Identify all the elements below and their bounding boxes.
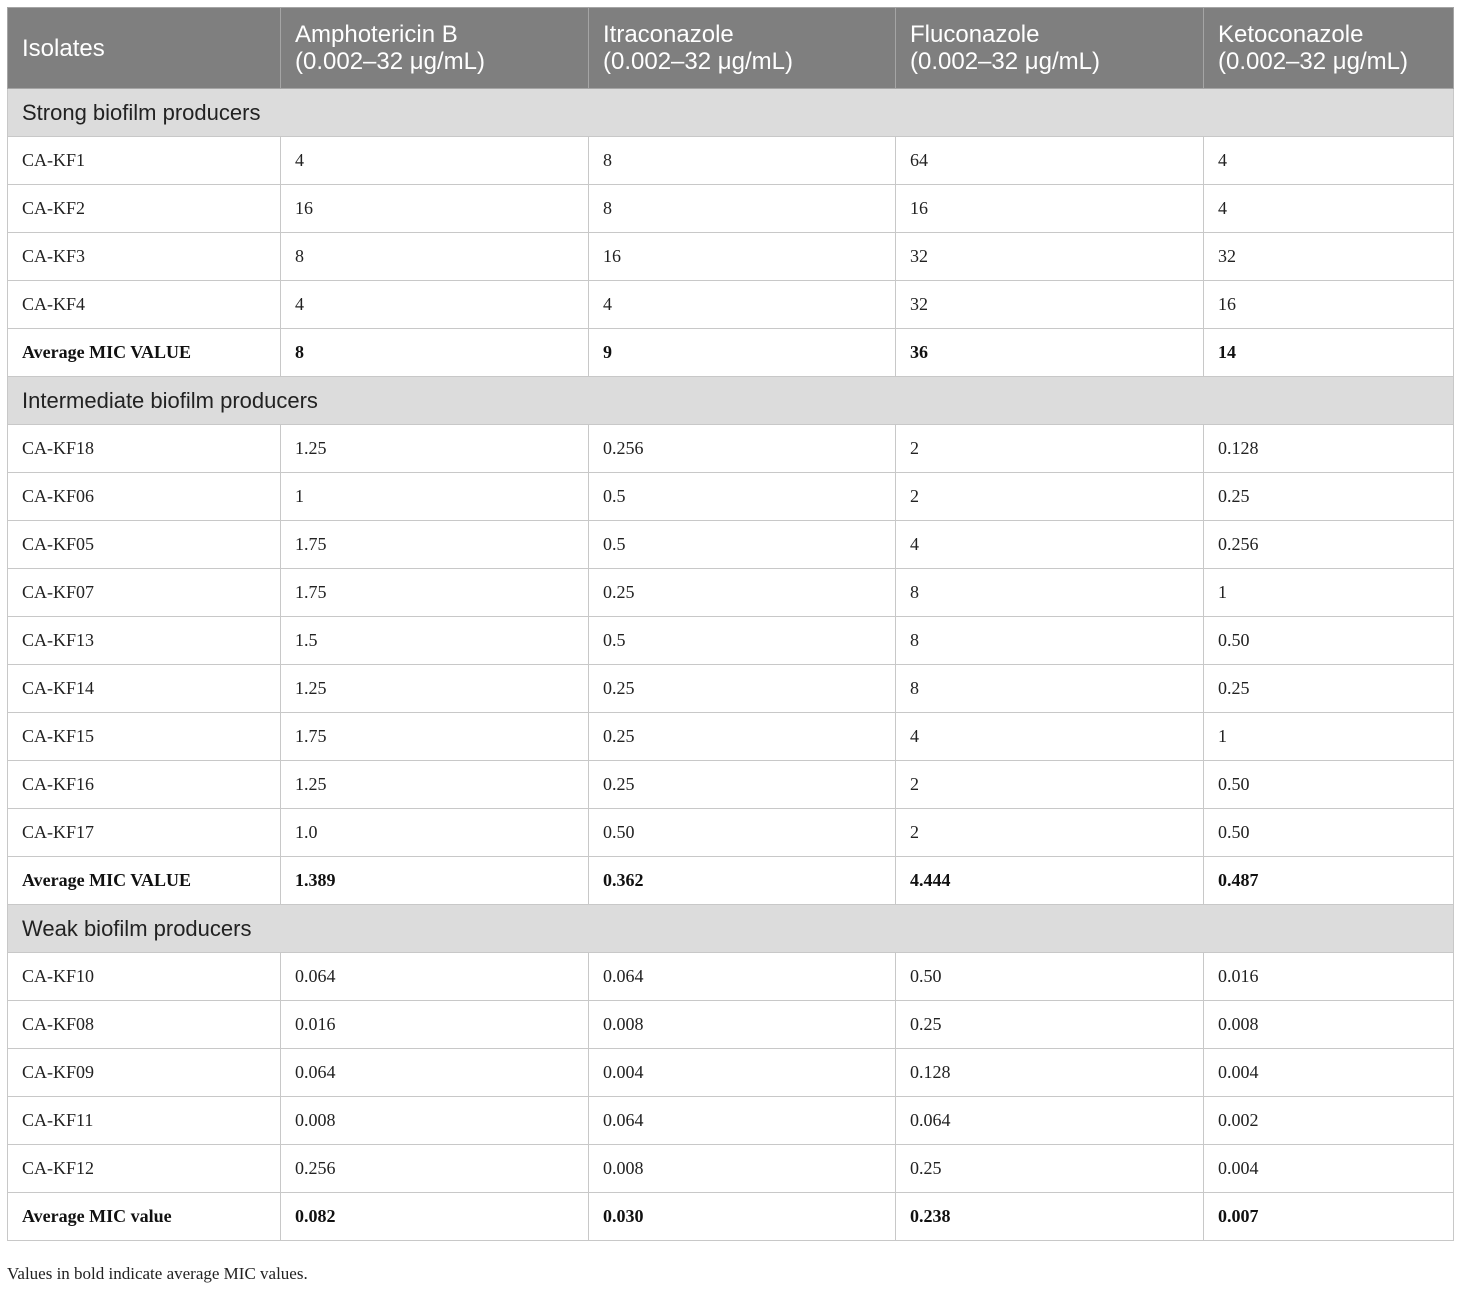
isolate-cell: CA-KF4 — [8, 281, 281, 329]
header-row — [8, 8, 1454, 89]
mic-value-cell: 0.002 — [1204, 1097, 1454, 1145]
average-label: Average MIC value — [8, 1193, 281, 1241]
mic-value-cell: 1.75 — [281, 521, 589, 569]
drug-range: (0.002–32 μg/mL) — [910, 48, 1100, 75]
mic-value-cell: 0.004 — [1204, 1049, 1454, 1097]
table-row — [8, 761, 1454, 809]
isolate-cell: CA-KF11 — [8, 1097, 281, 1145]
mic-value-cell: 0.25 — [896, 1001, 1204, 1049]
group-label: Weak biofilm producers — [8, 905, 1454, 953]
mic-value-cell: 0.256 — [589, 425, 896, 473]
average-value-cell: 4.444 — [896, 857, 1204, 905]
mic-value-cell: 0.50 — [589, 809, 896, 857]
isolate-cell: CA-KF16 — [8, 761, 281, 809]
mic-value-cell: 0.064 — [896, 1097, 1204, 1145]
header-amphotericin-b — [281, 8, 589, 89]
mic-value-cell: 1 — [1204, 713, 1454, 761]
mic-value-cell: 64 — [896, 137, 1204, 185]
table-row — [8, 473, 1454, 521]
mic-value-cell: 32 — [1204, 233, 1454, 281]
group-header-row — [8, 905, 1454, 953]
table-row — [8, 617, 1454, 665]
mic-value-cell: 0.064 — [281, 953, 589, 1001]
table-row — [8, 665, 1454, 713]
mic-value-cell: 0.004 — [589, 1049, 896, 1097]
mic-value-cell: 0.50 — [1204, 761, 1454, 809]
drug-name: Ketoconazole — [1218, 21, 1364, 48]
mic-value-cell: 0.25 — [896, 1145, 1204, 1193]
drug-range: (0.002–32 μg/mL) — [1218, 48, 1408, 75]
mic-value-cell: 8 — [281, 233, 589, 281]
mic-value-cell: 1.75 — [281, 569, 589, 617]
mic-value-cell: 1.25 — [281, 761, 589, 809]
mic-value-cell: 0.008 — [589, 1145, 896, 1193]
average-value-cell: 9 — [589, 329, 896, 377]
mic-value-cell: 4 — [896, 521, 1204, 569]
average-value-cell: 14 — [1204, 329, 1454, 377]
group-label: Intermediate biofilm producers — [8, 377, 1454, 425]
drug-name: Amphotericin B — [295, 21, 458, 48]
mic-value-cell: 16 — [589, 233, 896, 281]
mic-value-cell: 0.008 — [281, 1097, 589, 1145]
mic-value-cell: 1 — [281, 473, 589, 521]
mic-value-cell: 8 — [896, 617, 1204, 665]
mic-value-cell: 0.004 — [1204, 1145, 1454, 1193]
table-row — [8, 713, 1454, 761]
group-header-row — [8, 89, 1454, 137]
header-ketoconazole — [1204, 8, 1454, 89]
average-row — [8, 329, 1454, 377]
mic-value-cell: 32 — [896, 281, 1204, 329]
mic-value-cell: 2 — [896, 809, 1204, 857]
average-value-cell: 1.389 — [281, 857, 589, 905]
mic-value-cell: 0.50 — [896, 953, 1204, 1001]
average-value-cell: 0.030 — [589, 1193, 896, 1241]
table-row — [8, 809, 1454, 857]
table-row — [8, 1049, 1454, 1097]
isolate-cell: CA-KF1 — [8, 137, 281, 185]
mic-value-cell: 0.256 — [281, 1145, 589, 1193]
mic-value-cell: 0.256 — [1204, 521, 1454, 569]
average-value-cell: 0.362 — [589, 857, 896, 905]
header-isolates: Isolates — [8, 8, 281, 89]
average-row — [8, 1193, 1454, 1241]
mic-value-cell: 0.016 — [1204, 953, 1454, 1001]
table-row — [8, 185, 1454, 233]
mic-value-cell: 8 — [896, 569, 1204, 617]
mic-value-cell: 1.5 — [281, 617, 589, 665]
drug-range: (0.002–32 μg/mL) — [295, 48, 485, 75]
isolate-cell: CA-KF17 — [8, 809, 281, 857]
mic-value-cell: 0.25 — [589, 569, 896, 617]
header-itraconazole — [589, 8, 896, 89]
mic-value-cell: 1.25 — [281, 425, 589, 473]
average-value-cell: 0.487 — [1204, 857, 1454, 905]
mic-value-cell: 4 — [1204, 137, 1454, 185]
table-row — [8, 425, 1454, 473]
mic-value-cell: 0.25 — [589, 713, 896, 761]
table-row — [8, 137, 1454, 185]
average-label: Average MIC VALUE — [8, 329, 281, 377]
mic-value-cell: 0.25 — [1204, 473, 1454, 521]
table-row — [8, 233, 1454, 281]
isolate-cell: CA-KF2 — [8, 185, 281, 233]
mic-value-cell: 2 — [896, 425, 1204, 473]
mic-value-cell: 16 — [1204, 281, 1454, 329]
mic-value-cell: 0.064 — [589, 953, 896, 1001]
mic-value-cell: 16 — [281, 185, 589, 233]
mic-value-cell: 4 — [1204, 185, 1454, 233]
isolate-cell: CA-KF13 — [8, 617, 281, 665]
isolate-cell: CA-KF09 — [8, 1049, 281, 1097]
mic-table-container — [7, 7, 1453, 1241]
mic-value-cell: 1.75 — [281, 713, 589, 761]
group-header-row — [8, 377, 1454, 425]
mic-value-cell: 4 — [281, 137, 589, 185]
mic-value-cell: 0.128 — [896, 1049, 1204, 1097]
mic-value-cell: 0.064 — [589, 1097, 896, 1145]
mic-value-cell: 0.25 — [589, 665, 896, 713]
table-footnote: Values in bold indicate average MIC values. — [7, 1264, 308, 1283]
table-header — [8, 8, 1454, 89]
mic-value-cell: 0.50 — [1204, 617, 1454, 665]
mic-value-cell: 2 — [896, 761, 1204, 809]
isolate-cell: CA-KF06 — [8, 473, 281, 521]
table-row — [8, 953, 1454, 1001]
drug-name: Fluconazole — [910, 21, 1040, 48]
mic-value-cell: 1 — [1204, 569, 1454, 617]
isolate-cell: CA-KF14 — [8, 665, 281, 713]
mic-value-cell: 1.0 — [281, 809, 589, 857]
isolate-cell: CA-KF3 — [8, 233, 281, 281]
mic-value-cell: 0.50 — [1204, 809, 1454, 857]
isolate-cell: CA-KF12 — [8, 1145, 281, 1193]
mic-table — [7, 7, 1454, 1241]
drug-range: (0.002–32 μg/mL) — [603, 48, 793, 75]
table-row — [8, 569, 1454, 617]
mic-value-cell: 0.064 — [281, 1049, 589, 1097]
average-value-cell: 36 — [896, 329, 1204, 377]
header-fluconazole — [896, 8, 1204, 89]
isolate-cell: CA-KF05 — [8, 521, 281, 569]
table-row — [8, 1001, 1454, 1049]
drug-name: Itraconazole — [603, 21, 734, 48]
table-row — [8, 1145, 1454, 1193]
mic-value-cell: 8 — [896, 665, 1204, 713]
mic-value-cell: 0.5 — [589, 617, 896, 665]
average-value-cell: 0.238 — [896, 1193, 1204, 1241]
mic-value-cell: 8 — [589, 185, 896, 233]
mic-value-cell: 0.016 — [281, 1001, 589, 1049]
mic-value-cell: 8 — [589, 137, 896, 185]
group-label: Strong biofilm producers — [8, 89, 1454, 137]
mic-value-cell: 0.5 — [589, 521, 896, 569]
isolate-cell: CA-KF18 — [8, 425, 281, 473]
table-body — [8, 89, 1454, 1241]
table-row — [8, 281, 1454, 329]
mic-value-cell: 4 — [281, 281, 589, 329]
table-row — [8, 1097, 1454, 1145]
mic-value-cell: 0.128 — [1204, 425, 1454, 473]
average-row — [8, 857, 1454, 905]
mic-value-cell: 1.25 — [281, 665, 589, 713]
isolate-cell: CA-KF15 — [8, 713, 281, 761]
mic-value-cell: 0.008 — [1204, 1001, 1454, 1049]
mic-value-cell: 16 — [896, 185, 1204, 233]
average-value-cell: 0.007 — [1204, 1193, 1454, 1241]
mic-value-cell: 4 — [896, 713, 1204, 761]
isolate-cell: CA-KF08 — [8, 1001, 281, 1049]
mic-value-cell: 0.008 — [589, 1001, 896, 1049]
average-value-cell: 8 — [281, 329, 589, 377]
table-row — [8, 521, 1454, 569]
average-value-cell: 0.082 — [281, 1193, 589, 1241]
isolate-cell: CA-KF07 — [8, 569, 281, 617]
mic-value-cell: 32 — [896, 233, 1204, 281]
mic-value-cell: 0.25 — [1204, 665, 1454, 713]
mic-value-cell: 4 — [589, 281, 896, 329]
isolate-cell: CA-KF10 — [8, 953, 281, 1001]
average-label: Average MIC VALUE — [8, 857, 281, 905]
mic-value-cell: 0.25 — [589, 761, 896, 809]
mic-value-cell: 2 — [896, 473, 1204, 521]
mic-value-cell: 0.5 — [589, 473, 896, 521]
